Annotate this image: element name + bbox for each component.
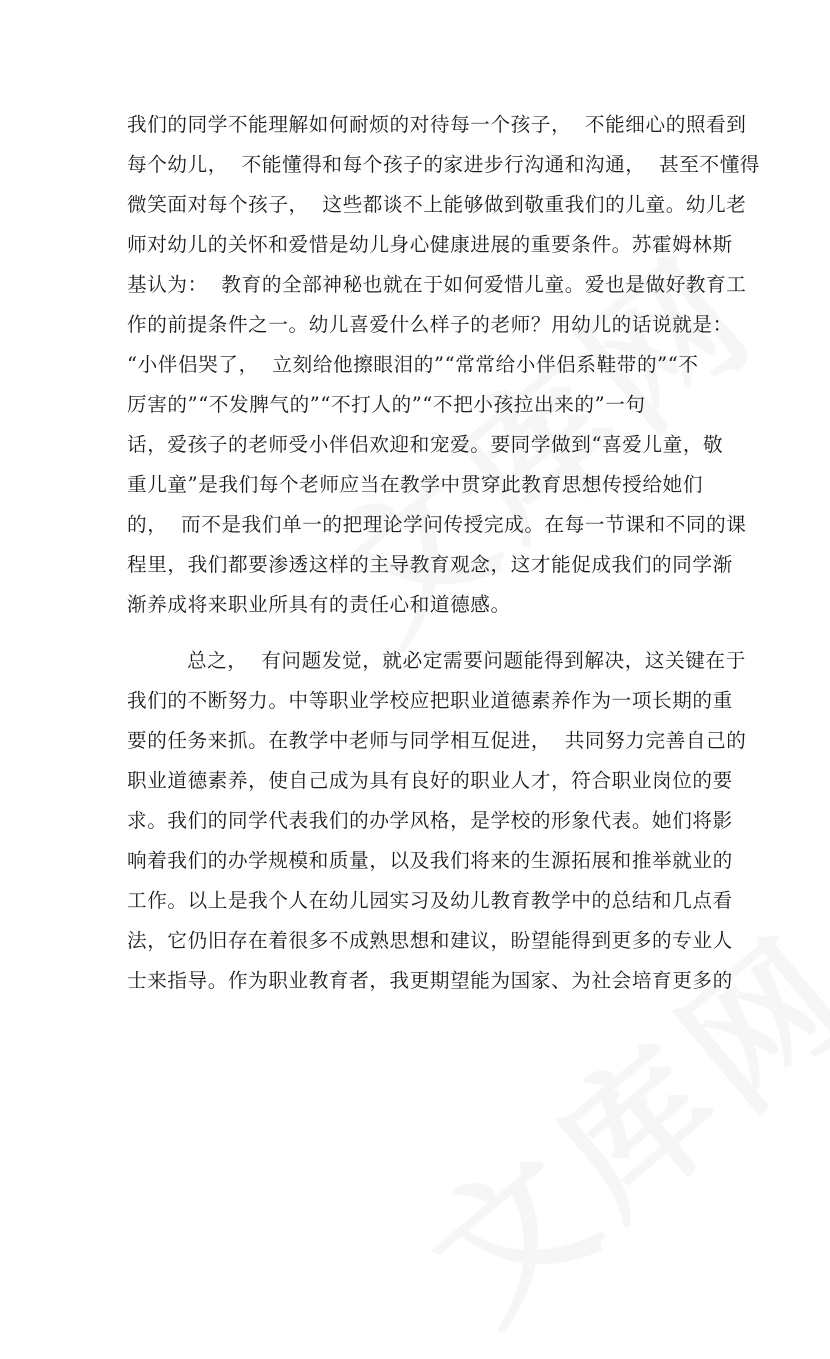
text-line: “小伴侣哭了， 立刻给他擦眼泪的”“常常给小伴侣系鞋带的”“不 [127, 353, 699, 376]
text-line: 的， 而不是我们单一的把理论学问传授完成。在每一节课和不同的课 [127, 513, 747, 536]
text-line: 作的前提条件之一。幼儿喜爱什么样子的老师？用幼儿的话说就是： [127, 313, 733, 336]
text-line: 师对幼儿的关怀和爱惜是幼儿身心健康进展的重要条件。苏霍姆林斯 [127, 233, 733, 256]
text-line: 我们的同学不能理解如何耐烦的对待每一个孩子， 不能细心的照看到 [127, 113, 747, 136]
text-line: 职业道德素养，使自己成为具有良好的职业人才，符合职业岗位的要 [127, 769, 733, 792]
text-line: 厉害的”“不发脾气的”“不打人的”“不把小孩拉出来的”一句 [127, 393, 646, 416]
text-line: 每个幼儿， 不能懂得和每个孩子的家进步行沟通和沟通， 甚至不懂得 [127, 153, 761, 176]
text-line: 要的任务来抓。在教学中老师与同学相互促进， 共同努力完善自己的 [127, 729, 747, 752]
text-line: 话，爱孩子的老师受小伴侣欢迎和宠爱。要同学做到“喜爱儿童，敬 [127, 433, 724, 456]
text-line: 法，它仍旧存在着很多不成熟思想和建议，盼望能得到更多的专业人 [127, 929, 733, 952]
text-line: 渐养成将来职业所具有的责任心和道德感。 [127, 593, 511, 616]
text-line: 程里，我们都要渗透这样的主导教育观念，这才能促成我们的同学渐 [127, 553, 733, 576]
text-line: 士来指导。作为职业教育者，我更期望能为国家、为社会培育更多的 [127, 969, 733, 992]
text-line: 响着我们的办学规模和质量，以及我们将来的生源拓展和推举就业的 [127, 849, 733, 872]
text-line: 工作。以上是我个人在幼儿园实习及幼儿教育教学中的总结和几点看 [127, 889, 733, 912]
text-line: 重儿童”是我们每个老师应当在教学中贯穿此教育思想传授给她们 [127, 473, 704, 496]
text-line: 总之， 有问题发觉，就必定需要问题能得到解决，这关键在于 [187, 649, 746, 672]
text-line: 微笑面对每个孩子， 这些都谈不上能够做到敬重我们的儿童。幼儿老 [127, 193, 747, 216]
text-line: 我们的不断努力。中等职业学校应把职业道德素养作为一项长期的重 [127, 689, 733, 712]
text-line: 基认为： 教育的全部神秘也就在于如何爱惜儿童。爱也是做好教育工 [127, 273, 747, 296]
text-line: 求。我们的同学代表我们的办学风格，是学校的形象代表。她们将影 [127, 809, 733, 832]
